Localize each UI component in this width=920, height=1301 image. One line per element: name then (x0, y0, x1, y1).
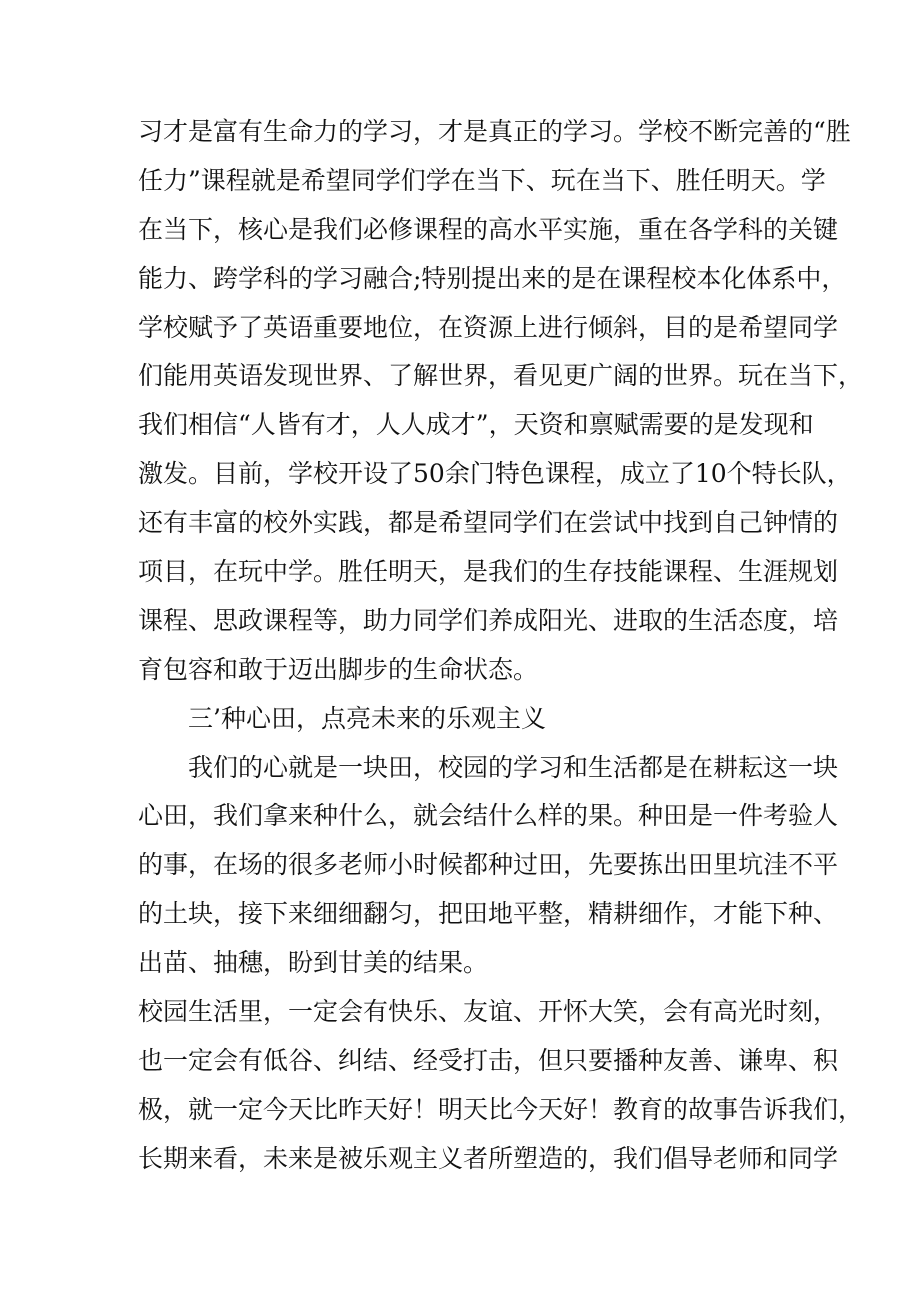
text-line: 的事，在场的很多老师小时候都种过田，先要拣出田里坑洼不平 (138, 850, 839, 880)
text-line: 校园生活里，一定会有快乐、友谊、开怀大笑，会有高光时刻， (138, 997, 839, 1027)
text-line: 任力”课程就是希望同学们学在当下、玩在当下、胜任明天。学 (138, 165, 826, 195)
text-line: 出苗、抽穗，盼到甘美的结果。 (138, 948, 489, 978)
text-line: 的土块，接下来细细翻匀，把田地平整，精耕细作，才能下种、 (138, 899, 839, 929)
body-text (138, 108, 864, 1184)
text-line: 还有丰富的校外实践，都是希望同学们在尝试中找到自己钟情的 (138, 508, 839, 538)
text-line: 激发。目前，学校开设了50余门特色课程，成立了10个特长队， (138, 459, 852, 489)
text-line: 们能用英语发现世界、了解世界，看见更广阔的世界。玩在当下， (138, 361, 864, 391)
text-line: 课程、思政课程等，助力同学们养成阳光、进取的生活态度，培 (138, 605, 839, 635)
text-line: 极，就一定今天比昨天好！明天比今天好！教育的故事告诉我们， (138, 1094, 864, 1124)
text-line: 我们的心就是一块田，校园的学习和生活都是在耕耘这一块 (188, 752, 839, 782)
text-line: 我们相信“人皆有才，人人成才”，天资和禀赋需要的是发现和 (138, 410, 814, 440)
text-line: 心田，我们拿来种什么，就会结什么样的果。种田是一件考验人 (138, 801, 839, 831)
text-line: 在当下，核心是我们必修课程的高水平实施，重在各学科的关键 (138, 214, 839, 244)
text-line: 习才是富有生命力的学习，才是真正的学习。学校不断完善的“胜 (138, 117, 851, 146)
text-line: 长期来看，未来是被乐观主义者所塑造的，我们倡导老师和同学 (138, 1143, 839, 1173)
text-line: 也一定会有低谷、纠结、经受打击，但只要播种友善、谦卑、积 (138, 1045, 839, 1075)
text-line: 项目，在玩中学。胜任明天，是我们的生存技能课程、生涯规划 (138, 557, 839, 587)
text-line: 学校赋予了英语重要地位，在资源上进行倾斜，目的是希望同学 (138, 312, 839, 342)
text-line: 育包容和敢于迈出脚步的生命状态。 (138, 654, 539, 684)
section-heading: 三’种心田，点亮未来的乐观主义 (188, 703, 546, 733)
text-line: 能力、跨学科的学习融合;特别提出来的是在课程校本化体系中， (138, 263, 847, 293)
